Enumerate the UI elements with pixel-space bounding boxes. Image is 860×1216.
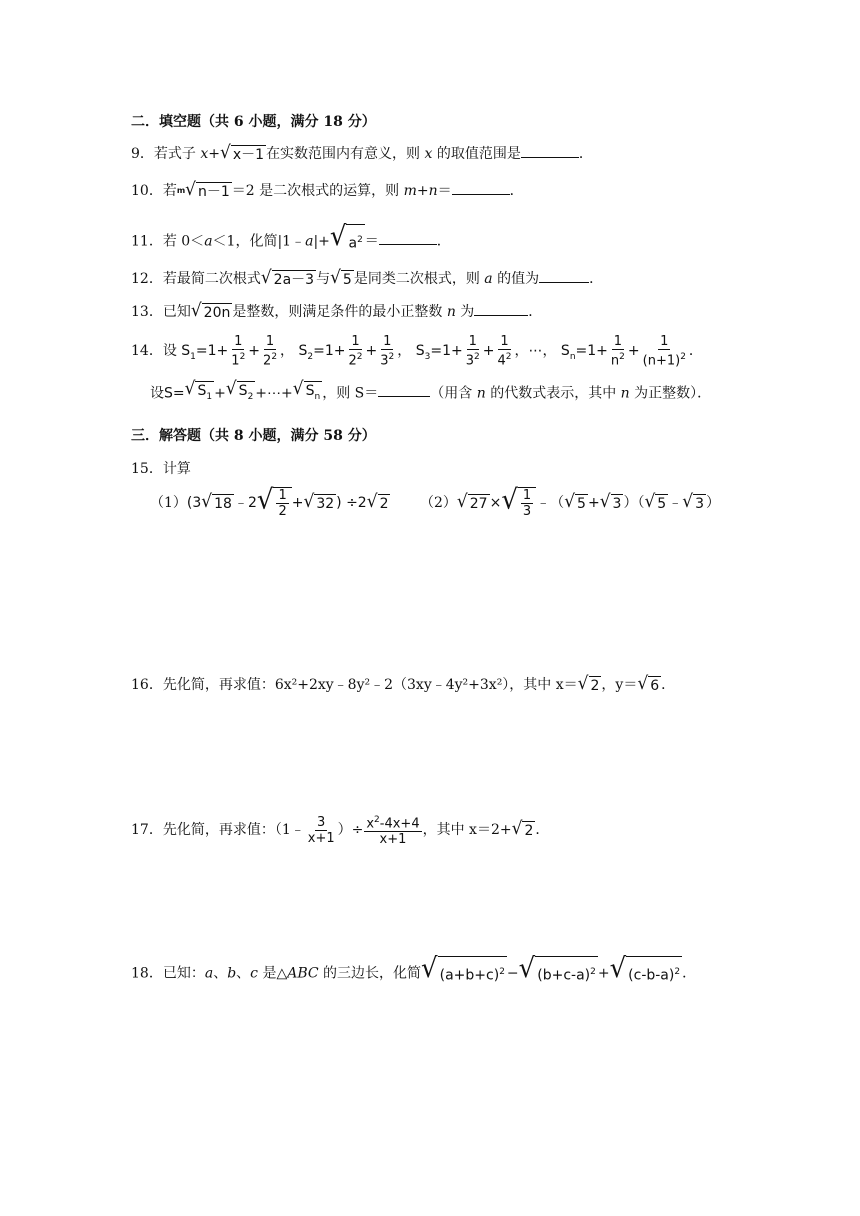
answer-blank [474, 301, 528, 316]
answer-blank [379, 230, 437, 245]
answer-blank [452, 180, 510, 195]
question-14-line-1: 14．设 $S_1=1+$ $\frac{1}{1^2}$ + $\frac{1}{2^2}$ ， $S_2=1+$ $\frac{1}{2^2}$ + $\frac{1}{3^2}$ ， $S_3=1+$ $\frac{1}{3^2}$ + $\frac{1}{4^2}$ ，⋯， $S_n=1+$ $\frac{1}{n^2}$ + $\frac{1}{(n+1)^2}$ ． [131, 334, 703, 369]
question-11: 11．若 0＜a＜1，化简|1﹣a|+ √ $a^2$ ＝ ． [131, 224, 451, 259]
section-fill-heading: 二．填空题（共 6 小题，满分 18 分） [131, 114, 376, 130]
question-9: 9．若式子 x+ √ x－1 在实数范围内有意义，则 x 的取值范围是 ． [131, 141, 593, 163]
sqrt-x-1: √ x－1 [220, 141, 265, 163]
sqrt-2: √ 2 [577, 672, 600, 694]
question-12: 12．若最简二次根式 √ 2a－3 与 √ 5 是同类二次根式，则 a 的值为 ． [131, 266, 604, 288]
question-14-line-2: 设S= √ $S_1$ + √ $S_2$ +⋯+ √ $S_n$ ，则 S＝ （用含 n 的代数式表示，其中 n 为正整数）． [150, 381, 711, 406]
question-10: 10．若$^m$ √ n－1 ＝2 是二次根式的运算，则 m+n＝ ． [131, 178, 524, 200]
answer-blank [378, 382, 430, 397]
sqrt-expr-2: √ $(b+c-a)^2$ [519, 956, 598, 991]
question-17: 17．先化简，再求值：（1﹣ $\frac{3}{x+1}$ ）÷ $\frac{x^2-4x+4}{x+1}$ ，其中 x＝2+ √ 2 ． [131, 814, 550, 848]
question-15-part-1: （1）(3 √ 18 ﹣2 √ $\frac{1}{2}$ + √ 32 ) ÷2 √ 2 [150, 484, 389, 519]
sqrt-20n: √ 20n [190, 299, 231, 321]
nth-root: √ n－1 [185, 178, 230, 200]
sqrt-sn: √ $S_n$ [293, 381, 322, 406]
question-15-part-2: （2） √ 27 × √ $\frac{1}{3}$ ﹣（ √ 5 + √ 3 ）（ √ 5 ﹣ √ 3 ） [420, 484, 720, 519]
question-15: 15．计算 [131, 461, 191, 477]
sqrt-5: √ 5 [330, 266, 352, 288]
sqrt-a-squared: √ $a^2$ [330, 224, 365, 259]
question-13: 13．已知 √ 20n 是整数，则满足条件的最小正整数 n 为 ． [131, 299, 543, 321]
section-answer-heading: 三．解答题（共 8 小题，满分 58 分） [131, 428, 376, 444]
answer-blank [539, 268, 589, 283]
sqrt-s1: √ $S_1$ [185, 381, 214, 406]
sqrt-expr-1: √ $(a+b+c)^2$ [421, 956, 507, 991]
sqrt-2a-3: √ 2a－3 [260, 266, 315, 288]
answer-blank [521, 143, 579, 158]
sqrt-s2: √ $S_2$ [226, 381, 255, 406]
sqrt-6: √ 6 [637, 672, 660, 694]
question-16: 16．先化简，再求值：6x²+2xy﹣8y²﹣2（3xy﹣4y²+3x²），其中 x＝ √ 2 ，y＝ √ 6 ． [131, 672, 676, 694]
question-18: 18．已知：a、b、c 是△ABC 的三边长，化简 √ $(a+b+c)^2$ − √ $(b+c-a)^2$ + √ $(c-b-a)^2$ ． [131, 956, 696, 991]
sqrt-expr-3: √ $(c-b-a)^2$ [610, 956, 683, 991]
sqrt-2: √ 2 [511, 818, 534, 840]
